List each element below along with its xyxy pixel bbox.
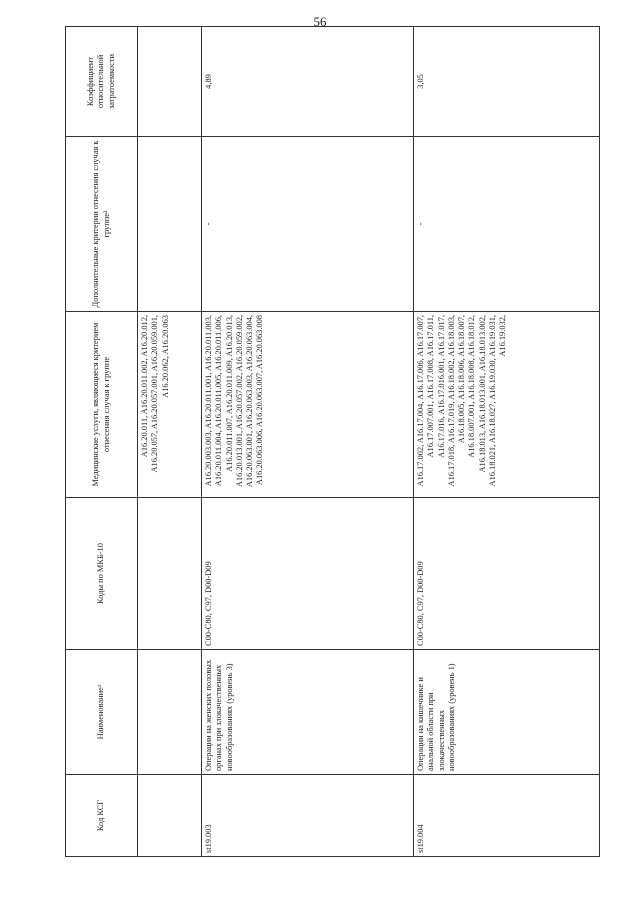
- page-number: 56: [313, 14, 327, 29]
- header-icd: Коды по МКБ-10: [66, 498, 138, 650]
- cell-code: st19.003: [202, 775, 414, 857]
- cell-icd: C00-C80, C97, D00-D09: [414, 498, 600, 650]
- header-row: [66, 27, 138, 857]
- cell-code: st19.004: [414, 775, 600, 857]
- table-row: [138, 27, 202, 857]
- cell-coef: 3,05: [414, 27, 600, 137]
- cell-name: Операции на кишечнике и анальной области при злокачественных новообразованиях (уровень 1): [414, 650, 600, 775]
- ksg-table: [65, 26, 600, 857]
- header-services: Медицинские услуги, являющиеся критерием отнесения случая к группе: [66, 312, 138, 498]
- table-row: [414, 27, 600, 857]
- header-extra: Дополнительные критерии отнесения случая к группе²: [66, 137, 138, 312]
- cell-coef: [138, 27, 202, 137]
- cell-services: A16.20.011, A16.20.011.002, A16.20.012, A16.20.057, A16.20.057.001, A16.20.059.001, A16.20.062, A16.20.063: [138, 312, 202, 498]
- cell-coef: 4,89: [202, 27, 414, 137]
- table-row: [202, 27, 414, 857]
- cell-extra: -: [414, 137, 600, 312]
- cell-services: A16.17.002, A16.17.004, A16.17.006, A16.17.007, A16.17.007.001, A16.17.008, A16.17.011, A16.17.016, A16.17.016.001, A16.17.017, A16.17.018, A16.17.019, A16.18.002, A16.18.003, A16.18.005, A16.18.006, A16.18.007, A16.18.007.001, A16.18.008, A16.18.012, A16.18.013, A16.18.013.001, A16.18.013.002, A16.18.021, A16.18.027, A16.19.030, A16.19.031, A16.19.032,: [414, 312, 600, 498]
- header-coef: Коэффициент относительной затратоемкости: [66, 27, 138, 137]
- cell-name: [138, 650, 202, 775]
- cell-icd: [138, 498, 202, 650]
- cell-extra: [138, 137, 202, 312]
- header-name: Наименование¹: [66, 650, 138, 775]
- cell-icd: C00-C80, C97, D00-D09: [202, 498, 414, 650]
- cell-services: A16.20.003.003, A16.20.011.001, A16.20.011.003, A16.20.011.004, A16.20.011.005, A16.20.011.006, A16.20.011.007, A16.20.011.009, A16.20.013, A16.20.013.001, A16.20.057.002, A16.20.059.002, A16.20.063.001, A16.20.063.003, A16.20.063.004, A16.20.063.006, A16.20.063.007, A16.20.063.008: [202, 312, 414, 498]
- cell-name: Операции на женских половых органах при злокачественных новообразованиях (уровень 3): [202, 650, 414, 775]
- rotated-table-wrapper: [65, 27, 600, 857]
- cell-code: [138, 775, 202, 857]
- cell-extra: -: [202, 137, 414, 312]
- header-code: Код КСГ: [66, 775, 138, 857]
